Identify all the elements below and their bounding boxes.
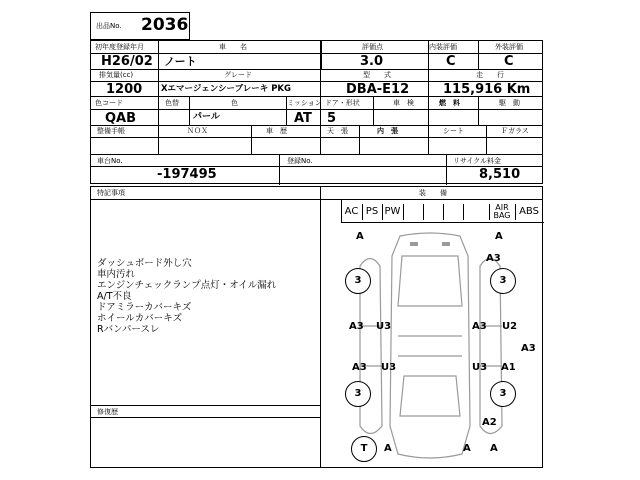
remark-line: 車内汚れ <box>97 269 136 280</box>
recycle-fee: 8,510 <box>479 167 521 182</box>
damage-mark: U2 <box>502 321 518 332</box>
remark-line: エンジンチェックランプ点灯・オイル漏れ <box>97 280 277 291</box>
seat-label: シート <box>443 127 464 135</box>
model-code: DBA-E12 <box>346 82 410 97</box>
mileage: 115,916 Km <box>443 82 531 97</box>
exterior-rating-label: 外装評価 <box>495 43 523 51</box>
option-ps: PS <box>362 204 383 220</box>
damage-circle: 3 <box>345 268 371 294</box>
damage-mark: A <box>490 443 498 454</box>
lot-number-box <box>90 12 190 40</box>
interior-lining-label: 内 張 <box>377 127 398 135</box>
option-abs: ABS <box>519 206 539 217</box>
score: 3.0 <box>360 54 384 69</box>
maintenance-book-label: 整備手帳 <box>97 127 125 135</box>
color-code-label: 色コード <box>95 99 123 107</box>
interior-rating: C <box>446 54 456 69</box>
damage-mark: A <box>495 231 503 242</box>
roof-label: 天 張 <box>327 127 348 135</box>
recycle-fee-label: リサイクル料金 <box>453 157 502 165</box>
history-label: 車 歴 <box>266 127 287 135</box>
damage-circle: T <box>351 436 377 462</box>
remarks-label: 特記事項 <box>97 189 125 197</box>
exterior-rating: C <box>504 54 514 69</box>
sheet-grid <box>90 40 543 184</box>
damage-mark: U3 <box>376 321 392 332</box>
doors: 5 <box>327 111 337 126</box>
damage-mark: A1 <box>501 362 516 373</box>
interior-rating-label: 内装評価 <box>429 43 457 51</box>
damage-mark: A <box>384 443 392 454</box>
color: パール <box>193 112 220 122</box>
remark-line: A/T不良 <box>97 291 132 302</box>
mileage-label: 走 行 <box>476 71 504 79</box>
chassis-number-label: 車台No. <box>97 157 123 165</box>
registration-number-label: 登録No. <box>287 157 313 165</box>
color-code: QAB <box>105 111 137 126</box>
mission-label: ミッション <box>287 99 322 107</box>
remark-line: ホイールカバーキズ <box>97 313 183 324</box>
fuel-label: 燃 料 <box>439 99 460 107</box>
chassis-number: -197495 <box>157 167 217 182</box>
option-airbag: AIR BAG <box>489 204 516 220</box>
equipment-label: 装 備 <box>419 189 447 197</box>
remark-line: Rバンパースレ <box>97 324 160 335</box>
mission: AT <box>294 111 312 126</box>
displacement: 1200 <box>106 82 143 97</box>
remark-line: ダッシュボード外し穴 <box>97 258 192 269</box>
remark-line: ドアミラーカバーキズ <box>97 302 192 313</box>
option-blank <box>423 204 444 220</box>
color-label: 色 <box>231 99 238 107</box>
damage-circle: 3 <box>490 381 516 407</box>
option-blank <box>443 204 464 220</box>
option-blank <box>403 204 424 220</box>
drive-label: 駆 動 <box>499 99 520 107</box>
damage-circle: 3 <box>345 381 371 407</box>
lot-number-label: 出品No. <box>96 22 122 30</box>
option-ac: AC <box>341 204 363 220</box>
car-name: ノート <box>164 55 197 68</box>
damage-circle: 3 <box>490 268 516 294</box>
damage-mark: U3 <box>472 362 488 373</box>
option-pw: PW <box>382 204 404 220</box>
damage-mark: A3 <box>486 253 501 264</box>
damage-mark: A3 <box>349 321 364 332</box>
first-registration-label: 初年度登録年月 <box>95 43 144 51</box>
damage-mark: A <box>356 231 364 242</box>
damage-mark: A3 <box>521 343 536 354</box>
repaint-label: 色替 <box>165 99 179 107</box>
option-blank <box>463 204 490 220</box>
car-name-label: 車 名 <box>219 43 247 51</box>
displacement-label: 排気量(cc) <box>99 71 134 79</box>
grade-label: グレード <box>224 71 252 79</box>
grade: Xエマージェンシーブレーキ PKG <box>161 84 291 94</box>
nox-label: ＮＯＸ <box>187 127 208 135</box>
first-registration: H26/02 <box>101 54 153 69</box>
damage-mark: A3 <box>472 321 487 332</box>
front-glass-label: Ｆガラス <box>501 127 529 135</box>
model-code-label: 型 式 <box>363 71 391 79</box>
repair-history-label: 修復歴 <box>97 408 118 416</box>
score-label: 評価点 <box>362 43 383 51</box>
doors-label: ドア・形状 <box>325 99 360 107</box>
damage-mark: A <box>463 443 471 454</box>
lot-number: 2036 <box>141 15 189 35</box>
damage-mark: A3 <box>352 362 367 373</box>
damage-mark: A2 <box>482 417 497 428</box>
damage-mark: U3 <box>381 362 397 373</box>
inspection-label: 車 検 <box>393 99 414 107</box>
